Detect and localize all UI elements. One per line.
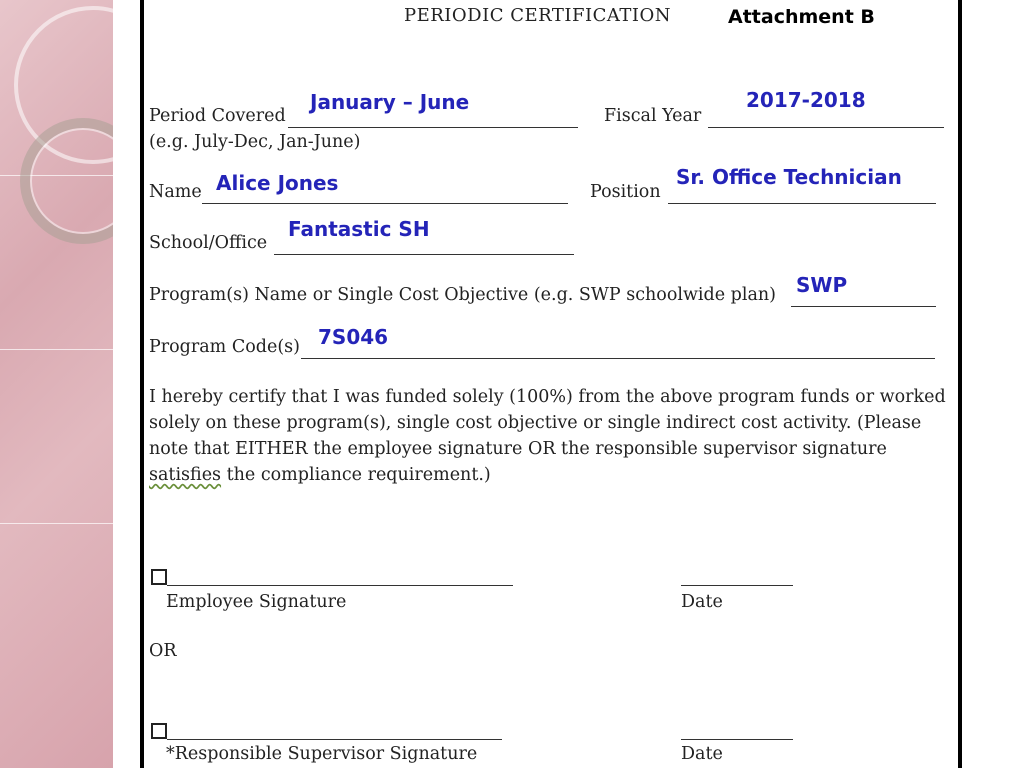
employee-signature-line[interactable] (167, 585, 513, 586)
name-label: Name (149, 182, 202, 202)
supervisor-signature-label: *Responsible Supervisor Signature (166, 744, 478, 764)
position-label: Position (590, 182, 661, 202)
period-covered-label: Period Covered (149, 106, 286, 126)
certification-statement (149, 384, 959, 488)
supervisor-date-label: Date (681, 744, 723, 764)
supervisor-signature-checkbox[interactable] (151, 723, 167, 739)
or-label: OR (149, 641, 177, 661)
program-code-line (301, 358, 935, 359)
program-name-value[interactable]: SWP (796, 273, 848, 297)
position-value[interactable]: Sr. Office Technician (676, 165, 902, 189)
program-name-line (791, 306, 936, 307)
supervisor-signature-line[interactable] (167, 739, 502, 740)
supervisor-date-line[interactable] (681, 739, 793, 740)
certification-text-squiggle: satisfies (149, 465, 222, 485)
name-line (202, 203, 568, 204)
school-office-line (274, 254, 574, 255)
panel-divider (0, 523, 113, 524)
employee-signature-checkbox[interactable] (151, 569, 167, 585)
attachment-label: Attachment B (728, 6, 875, 28)
employee-date-line[interactable] (681, 585, 793, 586)
program-code-label: Program Code(s) (149, 337, 300, 357)
employee-signature-label: Employee Signature (166, 592, 347, 612)
period-covered-hint: (e.g. July-Dec, Jan-June) (149, 132, 361, 152)
name-value[interactable]: Alice Jones (216, 171, 339, 195)
certification-text-part2: the compliance requirement.) (221, 465, 491, 485)
panel-gap (113, 0, 140, 768)
position-line (668, 203, 936, 204)
document-title: PERIODIC CERTIFICATION (404, 5, 671, 26)
school-office-value[interactable]: Fantastic SH (288, 217, 430, 241)
decorative-side-panel (0, 0, 113, 768)
school-office-label: School/Office (149, 233, 268, 253)
fiscal-year-line (708, 127, 944, 128)
panel-divider (0, 349, 113, 350)
fiscal-year-label: Fiscal Year (604, 106, 702, 126)
program-name-label: Program(s) Name or Single Cost Objective (e.g. SWP schoolwide plan) (149, 285, 776, 305)
program-code-value[interactable]: 7S046 (318, 325, 389, 349)
fiscal-year-value[interactable]: 2017-2018 (746, 88, 866, 112)
employee-date-label: Date (681, 592, 723, 612)
certification-text-part1: I hereby certify that I was funded solely (100%) from the above program funds or worked solely on these program(s), single cost objective or single indirect cost activity. (Please note that EITHER the employee signature OR the responsible supervisor signature (149, 387, 946, 459)
period-covered-value[interactable]: January – June (310, 90, 470, 114)
period-covered-line (288, 127, 578, 128)
